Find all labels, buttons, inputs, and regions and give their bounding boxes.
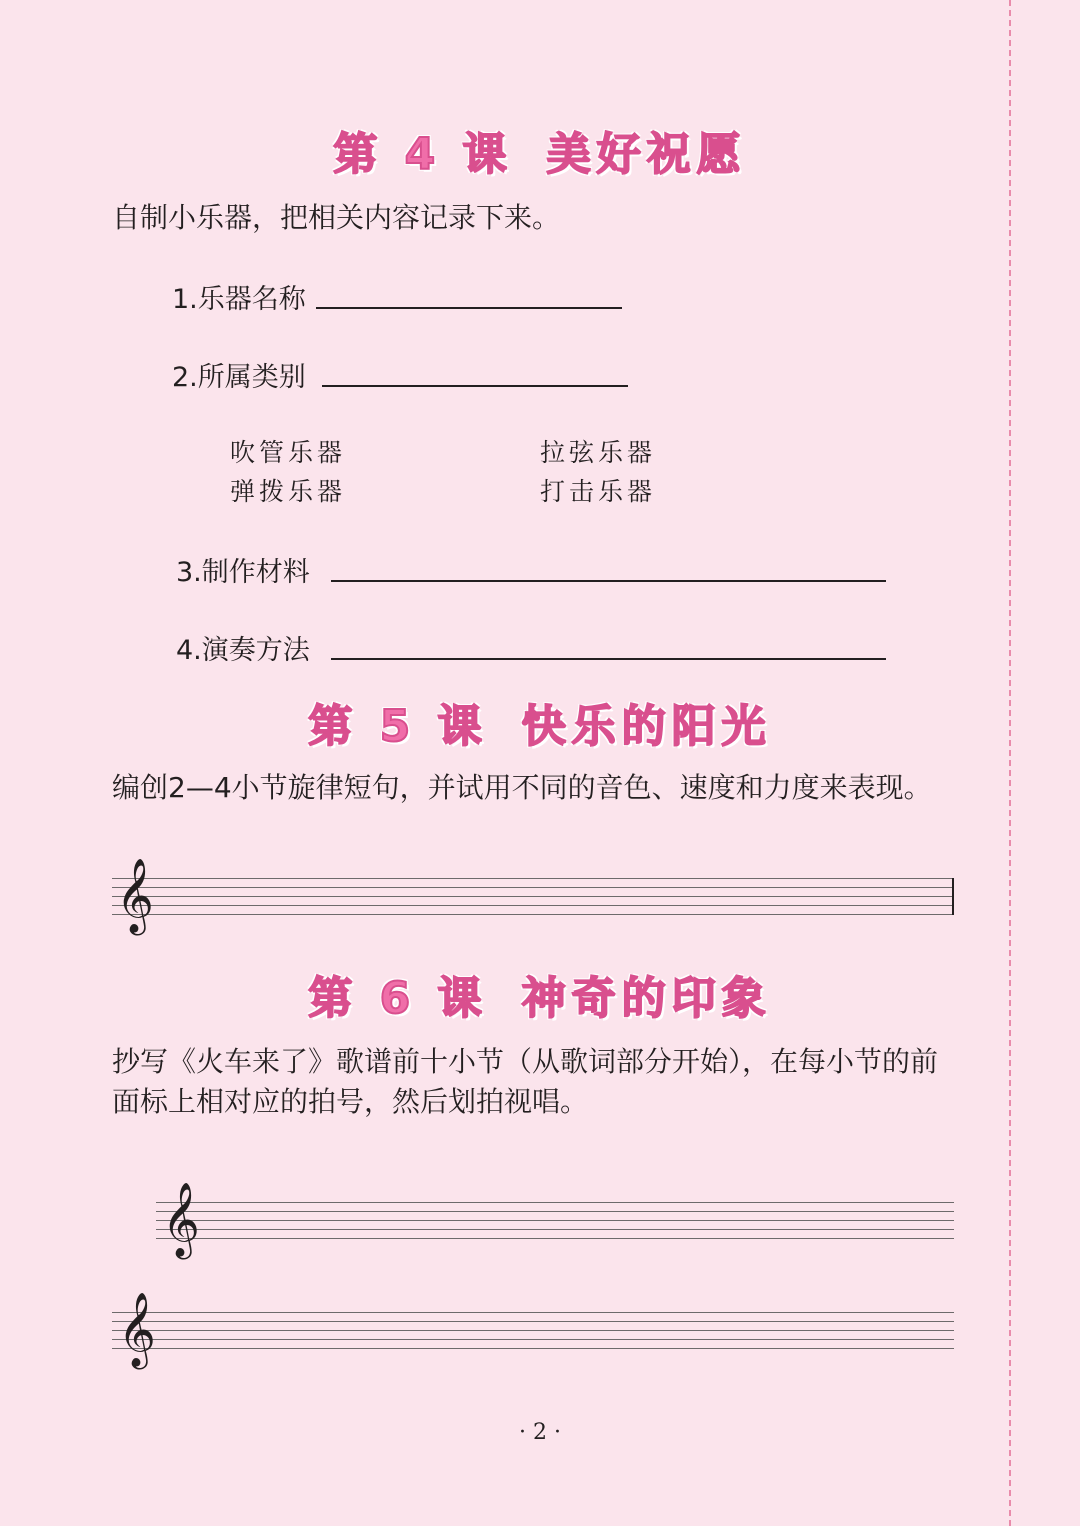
field-materials-blank[interactable]: [331, 580, 886, 582]
lesson6-name: 神奇的印象: [521, 973, 772, 1024]
lesson6-staff-2[interactable]: [112, 1293, 954, 1367]
lesson6-title: [0, 962, 1080, 1026]
page-number: · 2 ·: [519, 1420, 561, 1445]
lesson5-number: 第 5 课: [308, 701, 488, 752]
lesson4-number: 第 4 课: [333, 129, 513, 180]
lesson6-staff-1[interactable]: [156, 1183, 954, 1257]
field-method-blank[interactable]: [331, 658, 886, 660]
field-instrument-name-label: 1.乐器名称: [172, 284, 306, 315]
treble-clef-icon: 𝄞: [118, 1293, 156, 1367]
lesson4-name: 美好祝愿: [546, 129, 747, 180]
lesson5-staff[interactable]: [112, 859, 954, 933]
category-percussion: 打击乐器: [540, 477, 657, 506]
lesson6-number: 第 6 课: [308, 973, 488, 1024]
category-bowed-string: 拉弦乐器: [540, 438, 657, 467]
category-plucked-string: 弹拨乐器: [230, 477, 347, 506]
treble-clef-icon: 𝄞: [116, 859, 154, 933]
field-category-label: 2.所属类别: [172, 362, 306, 393]
field-instrument-name-blank[interactable]: [316, 307, 622, 309]
lesson6-instruction: 抄写《火车来了》歌谱前十小节（从歌词部分开始），在每小节的前面标上相对应的拍号，然后划拍视唱。: [112, 1045, 939, 1118]
treble-clef-icon: 𝄞: [162, 1183, 200, 1257]
field-materials-label: 3.制作材料: [176, 557, 310, 588]
lesson5-title: [0, 690, 1080, 754]
field-category-blank[interactable]: [322, 385, 628, 387]
lesson5-name: 快乐的阳光: [521, 701, 772, 752]
category-wind: 吹管乐器: [230, 438, 347, 467]
lesson5-instruction: 编创2—4小节旋律短句，并试用不同的音色、速度和力度来表现。: [112, 771, 932, 804]
lesson4-title: [0, 118, 1080, 182]
field-method-label: 4.演奏方法: [176, 635, 310, 666]
lesson4-instruction: 自制小乐器，把相关内容记录下来。: [112, 201, 561, 234]
margin-dashed-line: [1009, 0, 1011, 1526]
